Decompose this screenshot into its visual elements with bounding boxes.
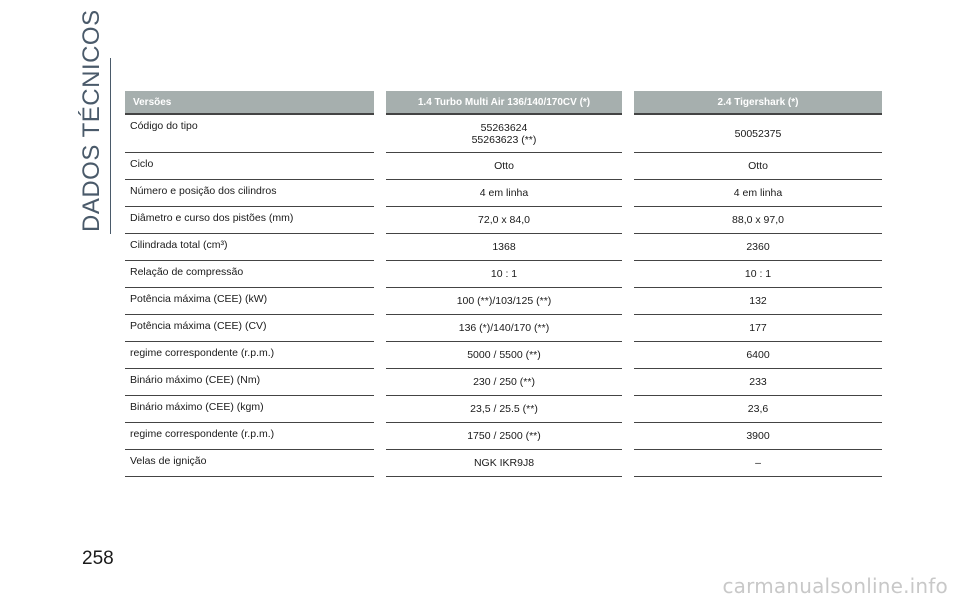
row-value-2-4: 2360: [634, 234, 882, 261]
row-gap: [622, 396, 634, 423]
table-row: [125, 153, 882, 180]
table-header-row: [125, 91, 882, 113]
row-gap: [622, 315, 634, 342]
row-gap: [622, 153, 634, 180]
row-value-2-4: 50052375: [634, 113, 882, 153]
row-value-2-4: –: [634, 450, 882, 477]
header-gap: [374, 91, 386, 113]
row-label: Cilindrada total (cm³): [125, 234, 374, 261]
row-value-1-4: 23,5 / 25.5 (**): [386, 396, 622, 423]
row-label: Potência máxima (CEE) (CV): [125, 315, 374, 342]
row-gap: [622, 369, 634, 396]
row-gap: [374, 288, 386, 315]
header-engine-1-4-turbo: 1.4 Turbo Multi Air 136/140/170CV (*): [386, 91, 622, 113]
row-value-2-4: 23,6: [634, 396, 882, 423]
watermark-text: carmanualsonline.info: [722, 574, 948, 598]
row-gap: [374, 153, 386, 180]
header-gap: [622, 91, 634, 113]
row-label: Binário máximo (CEE) (kgm): [125, 396, 374, 423]
row-gap: [622, 113, 634, 153]
row-label: Diâmetro e curso dos pistões (mm): [125, 207, 374, 234]
row-label: Ciclo: [125, 153, 374, 180]
row-value-2-4: 3900: [634, 423, 882, 450]
row-value-1-4: 136 (*)/140/170 (**): [386, 315, 622, 342]
row-gap: [622, 450, 634, 477]
table-row: [125, 234, 882, 261]
row-value-1-4: 5000 / 5500 (**): [386, 342, 622, 369]
row-value-line: 55263623 (**): [471, 133, 537, 146]
row-value-1-4: Otto: [386, 153, 622, 180]
row-gap: [622, 207, 634, 234]
row-label: Binário máximo (CEE) (Nm): [125, 369, 374, 396]
engine-spec-table: [125, 91, 882, 477]
row-value-1-4: 230 / 250 (**): [386, 369, 622, 396]
row-label: Código do tipo: [125, 113, 374, 153]
table-row: [125, 288, 882, 315]
table-row: [125, 423, 882, 450]
row-value-2-4: 132: [634, 288, 882, 315]
page-number: 258: [82, 548, 114, 569]
table-row: [125, 207, 882, 234]
row-gap: [374, 342, 386, 369]
row-label: Número e posição dos cilindros: [125, 180, 374, 207]
row-value-1-4: 10 : 1: [386, 261, 622, 288]
table-row: [125, 396, 882, 423]
row-label: regime correspondente (r.p.m.): [125, 342, 374, 369]
row-gap: [622, 342, 634, 369]
row-value-2-4: 10 : 1: [634, 261, 882, 288]
row-value-1-4: 1750 / 2500 (**): [386, 423, 622, 450]
row-gap: [622, 234, 634, 261]
row-value-2-4: Otto: [634, 153, 882, 180]
row-value-1-4: [386, 113, 622, 153]
row-value-1-4: NGK IKR9J8: [386, 450, 622, 477]
row-label: Velas de ignição: [125, 450, 374, 477]
row-gap: [374, 207, 386, 234]
row-gap: [374, 315, 386, 342]
row-gap: [622, 180, 634, 207]
table-row: [125, 180, 882, 207]
table-row: [125, 113, 882, 153]
row-gap: [622, 261, 634, 288]
row-gap: [374, 261, 386, 288]
row-label: Potência máxima (CEE) (kW): [125, 288, 374, 315]
row-value-2-4: 177: [634, 315, 882, 342]
row-gap: [374, 423, 386, 450]
section-title-rule: [110, 58, 111, 234]
table-row: [125, 369, 882, 396]
row-value-2-4: 4 em linha: [634, 180, 882, 207]
row-value-line: 55263624: [480, 121, 528, 134]
row-gap: [374, 450, 386, 477]
row-gap: [374, 396, 386, 423]
row-value-2-4: 6400: [634, 342, 882, 369]
table-row: [125, 342, 882, 369]
row-gap: [374, 234, 386, 261]
row-value-1-4: 72,0 x 84,0: [386, 207, 622, 234]
row-value-1-4: 4 em linha: [386, 180, 622, 207]
row-gap: [374, 113, 386, 153]
row-value-2-4: 233: [634, 369, 882, 396]
row-value-1-4: 100 (**)/103/125 (**): [386, 288, 622, 315]
section-title: DADOS TÉCNICOS: [78, 9, 105, 232]
row-gap: [622, 288, 634, 315]
row-gap: [622, 423, 634, 450]
table-row: [125, 315, 882, 342]
row-gap: [374, 369, 386, 396]
row-value-1-4: 1368: [386, 234, 622, 261]
header-engine-2-4-tigershark: 2.4 Tigershark (*): [634, 91, 882, 113]
row-gap: [374, 180, 386, 207]
row-value-2-4: 88,0 x 97,0: [634, 207, 882, 234]
row-label: Relação de compressão: [125, 261, 374, 288]
header-versions: Versões: [125, 91, 374, 113]
table-row: [125, 450, 882, 477]
table-row: [125, 261, 882, 288]
row-label: regime correspondente (r.p.m.): [125, 423, 374, 450]
